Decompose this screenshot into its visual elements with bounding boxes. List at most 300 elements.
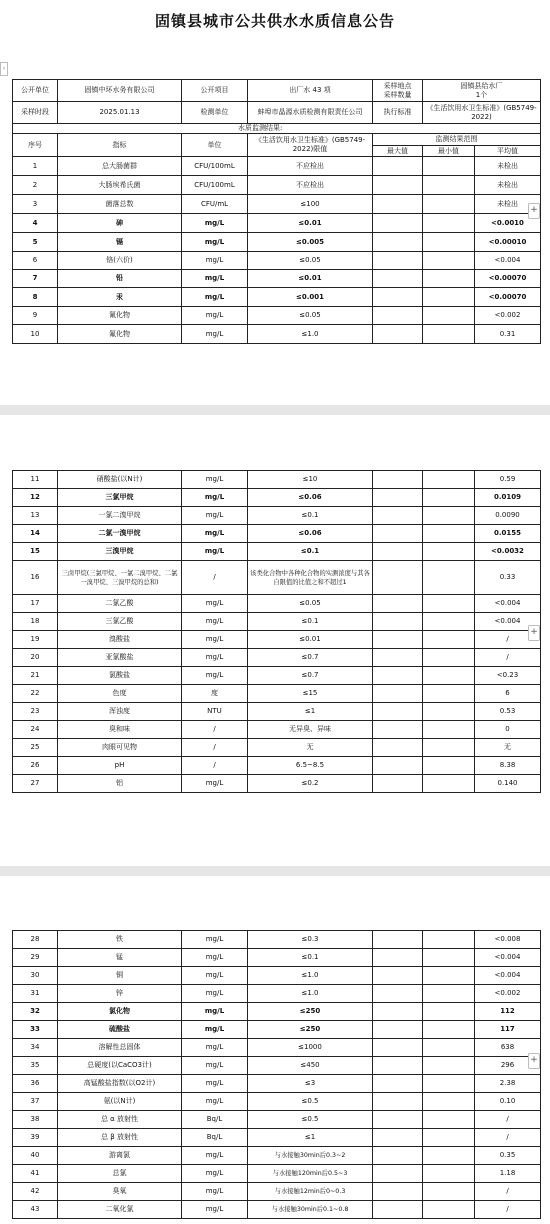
cell-avg: <0.00070 — [475, 288, 541, 307]
cell-no: 14 — [13, 525, 58, 543]
cell-min — [423, 176, 475, 195]
cell-avg: / — [475, 649, 541, 667]
cell-min — [423, 685, 475, 703]
cell-no: 17 — [13, 595, 58, 613]
table-row — [13, 613, 541, 631]
cell-limit: ≤15 — [248, 685, 373, 703]
col-avg: 平均值 — [475, 146, 541, 157]
table-row — [13, 471, 541, 489]
cell-limit: ≤0.01 — [248, 214, 373, 233]
cell-no: 24 — [13, 721, 58, 739]
table-row — [13, 967, 541, 985]
cell-no: 16 — [13, 561, 58, 595]
cell-item: 游离氯 — [58, 1147, 182, 1165]
col-min: 最小值 — [423, 146, 475, 157]
cell-avg: <0.004 — [475, 613, 541, 631]
cell-unit: mg/L — [182, 1003, 248, 1021]
cell-max — [373, 1111, 423, 1129]
cell-min — [423, 1075, 475, 1093]
page-separator — [0, 405, 550, 415]
cell-avg: <0.004 — [475, 595, 541, 613]
table-row — [13, 252, 541, 270]
cell-limit: ≤250 — [248, 1021, 373, 1039]
cell-item: 色度 — [58, 685, 182, 703]
cell-min — [423, 1165, 475, 1183]
table-row — [13, 949, 541, 967]
cell-max — [373, 233, 423, 252]
cell-item: 菌落总数 — [58, 195, 182, 214]
cell-min — [423, 525, 475, 543]
cell-avg: 0.59 — [475, 471, 541, 489]
cell-min — [423, 985, 475, 1003]
cell-avg: 0.53 — [475, 703, 541, 721]
cell-max — [373, 1039, 423, 1057]
label-time: 采样时段 — [13, 102, 58, 124]
cell-max — [373, 252, 423, 270]
cell-no: 20 — [13, 649, 58, 667]
cell-min — [423, 489, 475, 507]
cell-avg: 0.31 — [475, 325, 541, 344]
cell-item: 铅 — [58, 270, 182, 288]
cell-item: 氰化物 — [58, 307, 182, 325]
cell-max — [373, 214, 423, 233]
cell-limit: ≤3 — [248, 1075, 373, 1093]
cell-item: 铝 — [58, 775, 182, 793]
cell-unit: mg/L — [182, 325, 248, 344]
cell-avg: 8.38 — [475, 757, 541, 775]
cell-avg: <0.004 — [475, 949, 541, 967]
cell-avg: <0.004 — [475, 967, 541, 985]
table-row — [13, 543, 541, 561]
cell-unit: mg/L — [182, 288, 248, 307]
cell-avg: <0.0010 — [475, 214, 541, 233]
cell-max — [373, 703, 423, 721]
cell-item: 溴酸盐 — [58, 631, 182, 649]
cell-min — [423, 507, 475, 525]
table-row — [13, 721, 541, 739]
cell-avg: <0.004 — [475, 252, 541, 270]
cell-no: 42 — [13, 1183, 58, 1201]
cell-unit: mg/L — [182, 613, 248, 631]
cell-item: 亚氯酸盐 — [58, 649, 182, 667]
table-row — [13, 233, 541, 252]
cell-item: 总 α 放射性 — [58, 1111, 182, 1129]
cell-limit: 与水接触30min后0.3~2 — [248, 1147, 373, 1165]
cell-no: 2 — [13, 176, 58, 195]
cell-max — [373, 525, 423, 543]
cell-max — [373, 1093, 423, 1111]
cell-unit: mg/L — [182, 525, 248, 543]
cell-min — [423, 561, 475, 595]
cell-no: 30 — [13, 967, 58, 985]
cell-no: 25 — [13, 739, 58, 757]
cell-unit: mg/L — [182, 649, 248, 667]
cell-limit: ≤0.1 — [248, 949, 373, 967]
cell-unit: mg/L — [182, 270, 248, 288]
cell-unit: Bq/L — [182, 1111, 248, 1129]
cell-limit: ≤0.05 — [248, 252, 373, 270]
cell-item: 总 β 放射性 — [58, 1129, 182, 1147]
cell-limit: ≤1 — [248, 703, 373, 721]
table-row — [13, 1057, 541, 1075]
table-row — [13, 288, 541, 307]
table-row — [13, 1201, 541, 1219]
cell-no: 37 — [13, 1093, 58, 1111]
cell-unit: mg/L — [182, 1201, 248, 1219]
cell-limit: 无异臭、异味 — [248, 721, 373, 739]
cell-limit: ≤0.01 — [248, 631, 373, 649]
cell-limit: ≤0.01 — [248, 270, 373, 288]
table-page-1 — [12, 79, 540, 344]
cell-limit: 与水接触12min后0~0.3 — [248, 1183, 373, 1201]
cell-max — [373, 685, 423, 703]
cell-unit: mg/L — [182, 1147, 248, 1165]
cell-max — [373, 157, 423, 176]
expand-button[interactable]: + — [528, 203, 540, 219]
cell-item: 硝酸盐(以N计) — [58, 471, 182, 489]
cell-limit: ≤1.0 — [248, 985, 373, 1003]
cell-min — [423, 543, 475, 561]
cell-no: 11 — [13, 471, 58, 489]
project-value: 出厂水 43 项 — [248, 80, 373, 102]
cell-limit: ≤1000 — [248, 1039, 373, 1057]
cell-no: 31 — [13, 985, 58, 1003]
cell-max — [373, 270, 423, 288]
label-project: 公开项目 — [182, 80, 248, 102]
collapse-icon[interactable]: ‹ — [0, 62, 8, 76]
cell-min — [423, 1129, 475, 1147]
cell-item: 二氧化氯 — [58, 1201, 182, 1219]
cell-min — [423, 214, 475, 233]
cell-unit: mg/L — [182, 775, 248, 793]
cell-avg: 0 — [475, 721, 541, 739]
cell-item: 高锰酸盐指数(以O2计) — [58, 1075, 182, 1093]
cell-unit: mg/L — [182, 507, 248, 525]
lab-value: 蚌埠市晶源水质检测有限责任公司 — [248, 102, 373, 124]
table-row — [13, 489, 541, 507]
cell-no: 13 — [13, 507, 58, 525]
cell-limit: ≤0.06 — [248, 525, 373, 543]
cell-no: 32 — [13, 1003, 58, 1021]
cell-min — [423, 931, 475, 949]
cell-min — [423, 1003, 475, 1021]
cell-unit: mg/L — [182, 1165, 248, 1183]
cell-item: 汞 — [58, 288, 182, 307]
cell-min — [423, 775, 475, 793]
cell-item: 铜 — [58, 967, 182, 985]
cell-limit: ≤1.0 — [248, 967, 373, 985]
cell-max — [373, 1201, 423, 1219]
label-std: 执行标准 — [373, 102, 423, 124]
cell-max — [373, 1075, 423, 1093]
table-row — [13, 931, 541, 949]
cell-avg: <0.0032 — [475, 543, 541, 561]
cell-unit: mg/L — [182, 1075, 248, 1093]
cell-min — [423, 721, 475, 739]
col-max: 最大值 — [373, 146, 423, 157]
cell-no: 6 — [13, 252, 58, 270]
col-item: 指标 — [58, 134, 182, 157]
cell-max — [373, 1147, 423, 1165]
cell-item: 镉 — [58, 233, 182, 252]
cell-item: 浑浊度 — [58, 703, 182, 721]
cell-limit: ≤0.3 — [248, 931, 373, 949]
cell-limit: ≤0.7 — [248, 649, 373, 667]
cell-unit: / — [182, 739, 248, 757]
cell-item: 砷 — [58, 214, 182, 233]
cell-max — [373, 1003, 423, 1021]
cell-limit: 与水接触120min后0.5~3 — [248, 1165, 373, 1183]
cell-avg: 未检出 — [475, 176, 541, 195]
table-row — [13, 1039, 541, 1057]
label-site: 采样地点 采样数量 — [373, 80, 423, 102]
cell-item: 三卤甲烷(三氯甲烷、一氯二溴甲烷、二氯一溴甲烷、三溴甲烷的总和) — [58, 561, 182, 595]
cell-min — [423, 252, 475, 270]
table-row — [13, 1075, 541, 1093]
cell-no: 8 — [13, 288, 58, 307]
cell-min — [423, 667, 475, 685]
cell-avg: 无 — [475, 739, 541, 757]
cell-unit: / — [182, 757, 248, 775]
page-title: 固镇县城市公共供水水质信息公告 — [154, 12, 395, 30]
cell-avg: <0.008 — [475, 931, 541, 949]
cell-no: 12 — [13, 489, 58, 507]
cell-avg: 2.38 — [475, 1075, 541, 1093]
cell-item: 大肠埃希氏菌 — [58, 176, 182, 195]
cell-unit: mg/L — [182, 233, 248, 252]
page-separator — [0, 866, 550, 876]
cell-limit: 该类化合物中各种化合物的实测浓度与其各自限值的比值之和不超过1 — [248, 561, 373, 595]
label-lab: 检测单位 — [182, 102, 248, 124]
table-row — [13, 667, 541, 685]
cell-limit: ≤0.05 — [248, 595, 373, 613]
cell-limit: 与水接触30min后0.1~0.8 — [248, 1201, 373, 1219]
cell-limit: ≤100 — [248, 195, 373, 214]
cell-item: 铁 — [58, 931, 182, 949]
table-row — [13, 507, 541, 525]
cell-limit: ≤0.005 — [248, 233, 373, 252]
cell-max — [373, 985, 423, 1003]
cell-min — [423, 613, 475, 631]
cell-max — [373, 176, 423, 195]
cell-no: 7 — [13, 270, 58, 288]
table-row — [13, 1111, 541, 1129]
cell-no: 23 — [13, 703, 58, 721]
site-value: 固镇县给水厂 1个 — [423, 80, 541, 102]
table-row — [13, 649, 541, 667]
cell-min — [423, 631, 475, 649]
cell-avg: 0.0109 — [475, 489, 541, 507]
cell-avg: 未检出 — [475, 157, 541, 176]
cell-unit: 度 — [182, 685, 248, 703]
cell-avg: / — [475, 1183, 541, 1201]
cell-limit: 不应检出 — [248, 176, 373, 195]
cell-max — [373, 931, 423, 949]
cell-unit: / — [182, 561, 248, 595]
cell-unit: mg/L — [182, 1093, 248, 1111]
cell-max — [373, 489, 423, 507]
cell-limit: 6.5~8.5 — [248, 757, 373, 775]
cell-min — [423, 325, 475, 344]
cell-min — [423, 471, 475, 489]
col-unit: 单位 — [182, 134, 248, 157]
cell-avg: 638 — [475, 1039, 541, 1057]
cell-avg: 0.0090 — [475, 507, 541, 525]
cell-item: 二氯一溴甲烷 — [58, 525, 182, 543]
table-page-2 — [12, 470, 540, 793]
table-row — [13, 525, 541, 543]
cell-max — [373, 631, 423, 649]
cell-limit: ≤0.5 — [248, 1093, 373, 1111]
cell-max — [373, 288, 423, 307]
cell-max — [373, 739, 423, 757]
expand-button[interactable]: + — [528, 625, 540, 641]
cell-item: 锌 — [58, 985, 182, 1003]
cell-item: 总硬度(以CaCO3计) — [58, 1057, 182, 1075]
cell-max — [373, 613, 423, 631]
cell-avg: / — [475, 1111, 541, 1129]
cell-max — [373, 195, 423, 214]
cell-max — [373, 967, 423, 985]
cell-avg: / — [475, 1201, 541, 1219]
cell-avg: <0.00070 — [475, 270, 541, 288]
cell-unit: mg/L — [182, 214, 248, 233]
cell-max — [373, 1021, 423, 1039]
cell-max — [373, 307, 423, 325]
table-row — [13, 1165, 541, 1183]
cell-min — [423, 157, 475, 176]
cell-no: 27 — [13, 775, 58, 793]
cell-unit: mg/L — [182, 949, 248, 967]
cell-limit: ≤0.05 — [248, 307, 373, 325]
cell-item: 二氯乙酸 — [58, 595, 182, 613]
cell-limit: ≤0.06 — [248, 489, 373, 507]
cell-item: 硫酸盐 — [58, 1021, 182, 1039]
cell-max — [373, 757, 423, 775]
cell-no: 4 — [13, 214, 58, 233]
table-row — [13, 703, 541, 721]
cell-unit: mg/L — [182, 667, 248, 685]
cell-no: 22 — [13, 685, 58, 703]
cell-max — [373, 595, 423, 613]
cell-item: 氯酸盐 — [58, 667, 182, 685]
cell-no: 15 — [13, 543, 58, 561]
cell-unit: mg/L — [182, 489, 248, 507]
table-row — [13, 985, 541, 1003]
cell-min — [423, 1111, 475, 1129]
cell-item: pH — [58, 757, 182, 775]
cell-limit: 无 — [248, 739, 373, 757]
cell-min — [423, 233, 475, 252]
cell-min — [423, 307, 475, 325]
cell-avg: 112 — [475, 1003, 541, 1021]
table-row — [13, 1129, 541, 1147]
cell-no: 43 — [13, 1201, 58, 1219]
cell-limit: 不应检出 — [248, 157, 373, 176]
expand-button[interactable]: + — [528, 1053, 540, 1069]
cell-avg: 296 — [475, 1057, 541, 1075]
cell-no: 29 — [13, 949, 58, 967]
cell-limit: ≤450 — [248, 1057, 373, 1075]
cell-item: 氟化物 — [58, 325, 182, 344]
cell-avg: 117 — [475, 1021, 541, 1039]
cell-no: 5 — [13, 233, 58, 252]
cell-unit: CFU/100mL — [182, 157, 248, 176]
cell-unit: mg/L — [182, 471, 248, 489]
cell-no: 18 — [13, 613, 58, 631]
cell-unit: CFU/100mL — [182, 176, 248, 195]
cell-limit: ≤0.5 — [248, 1111, 373, 1129]
cell-max — [373, 667, 423, 685]
cell-no: 10 — [13, 325, 58, 344]
cell-avg: <0.00010 — [475, 233, 541, 252]
cell-max — [373, 1183, 423, 1201]
table-row — [13, 775, 541, 793]
cell-limit: ≤250 — [248, 1003, 373, 1021]
cell-unit: mg/L — [182, 631, 248, 649]
cell-min — [423, 195, 475, 214]
cell-max — [373, 325, 423, 344]
cell-limit: ≤1.0 — [248, 325, 373, 344]
table-row — [13, 1021, 541, 1039]
cell-unit: mg/L — [182, 307, 248, 325]
cell-min — [423, 949, 475, 967]
cell-no: 38 — [13, 1111, 58, 1129]
cell-no: 9 — [13, 307, 58, 325]
table-row — [13, 561, 541, 595]
cell-unit: / — [182, 721, 248, 739]
cell-max — [373, 561, 423, 595]
cell-item: 溶解性总固体 — [58, 1039, 182, 1057]
table-row — [13, 595, 541, 613]
cell-item: 氨(以N计) — [58, 1093, 182, 1111]
cell-unit: mg/L — [182, 543, 248, 561]
cell-max — [373, 949, 423, 967]
cell-limit: ≤0.1 — [248, 543, 373, 561]
cell-item: 臭氧 — [58, 1183, 182, 1201]
col-range: 监测结果范围 — [373, 134, 541, 146]
table-row — [13, 325, 541, 344]
std-value: 《生活饮用水卫生标准》(GB5749-2022) — [423, 102, 541, 124]
cell-unit: mg/L — [182, 595, 248, 613]
cell-max — [373, 507, 423, 525]
cell-limit: ≤10 — [248, 471, 373, 489]
cell-min — [423, 967, 475, 985]
cell-item: 肉眼可见物 — [58, 739, 182, 757]
table-row — [13, 757, 541, 775]
cell-item: 总大肠菌群 — [58, 157, 182, 176]
cell-item: 铬(六价) — [58, 252, 182, 270]
cell-min — [423, 270, 475, 288]
cell-min — [423, 1057, 475, 1075]
unit-value: 固镇中环水务有限公司 — [58, 80, 182, 102]
col-no: 序号 — [13, 134, 58, 157]
cell-unit: Bq/L — [182, 1129, 248, 1147]
cell-min — [423, 757, 475, 775]
cell-max — [373, 1057, 423, 1075]
cell-no: 1 — [13, 157, 58, 176]
cell-unit: CFU/mL — [182, 195, 248, 214]
cell-no: 35 — [13, 1057, 58, 1075]
time-value: 2025.01.13 — [58, 102, 182, 124]
cell-limit: ≤0.1 — [248, 507, 373, 525]
cell-item: 总氯 — [58, 1165, 182, 1183]
cell-unit: NTU — [182, 703, 248, 721]
cell-avg: / — [475, 631, 541, 649]
cell-avg: <0.23 — [475, 667, 541, 685]
col-limit: 《生活饮用水卫生标准》(GB5749-2022)限值 — [248, 134, 373, 157]
cell-unit: mg/L — [182, 1039, 248, 1057]
